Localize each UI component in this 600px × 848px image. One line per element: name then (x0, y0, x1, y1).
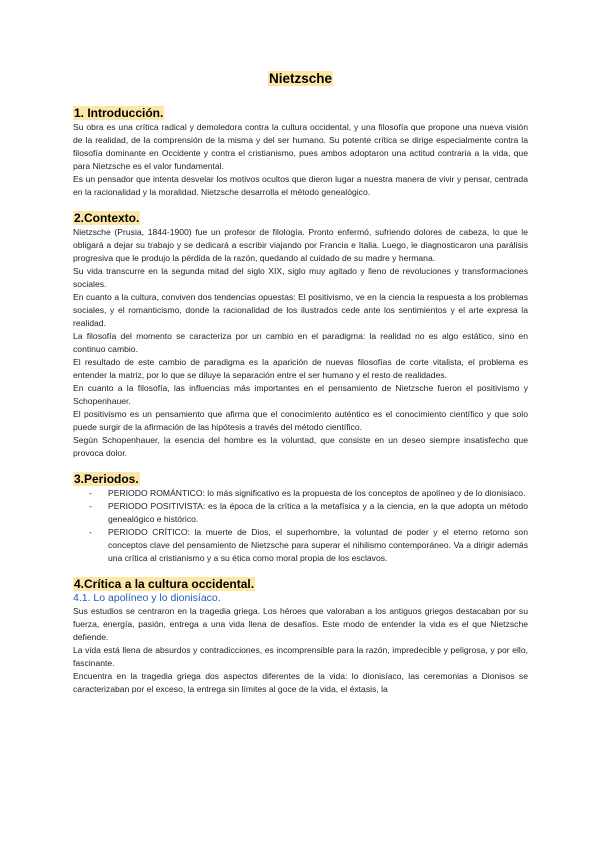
list-item-text: PERIODO CRÍTICO: la muerte de Dios, el superhombre, la voluntad de poder y el eterno retorno son conceptos clave del pensamiento de Nietzsche para superar el nihilismo contemporáneo. Va a dirigir además una crítica al cristianismo y a su ética como moral propia de los esclavos. (108, 527, 528, 563)
paragraph: Su obra es una crítica radical y demoledora contra la cultura occidental, y una filosofía que propone una nueva visión de la realidad, de la comprensión de la misma y del ser humano. Su potente crítica se dirige especialmente contra la filosofía dominante en Occidente y contra el cristianismo, pues ambos adoptaron una actitud contraria a la vida, que para Nietzsche es el valor fundamental. (73, 122, 528, 171)
paragraph: Nietzsche (Prusia, 1844-1900) fue un profesor de filología. Pronto enfermó, sufriendo dolores de cabeza, lo que le obligará a dejar su trabajo y se dedicará a escribir viajando por Francia e Italia. Luego, le diagnosticaron una parálisis progresiva que le produjo la pérdida de la razón, quedando al cuidado de su madre y hermana. (73, 227, 528, 263)
document-content (73, 68, 528, 708)
list-item (73, 526, 528, 565)
list-item (73, 500, 528, 526)
section-contexto (73, 211, 528, 460)
document-title (73, 68, 528, 90)
paragraph: Su vida transcurre en la segunda mitad del siglo XIX, siglo muy agitado y lleno de revoluciones y transformaciones sociales. (73, 266, 528, 289)
paragraph: Sus estudios se centraron en la tragedia griega. Los héroes que valoraban a los antiguos griegos destacaban por su fuerza, energía, pasión, entrega a una vida llena de desafíos. Este modo de entender la vida es el que Nietzsche defiende. (73, 606, 528, 642)
list-item-text: PERIODO POSITIVISTA: es la época de la crítica a la metafísica y a la ciencia, en la que adopta un método genealógico e histórico. (108, 501, 528, 524)
paragraph: El positivismo es un pensamiento que afirma que el conocimiento auténtico es el conocimiento científico y que solo puede surgir de la afirmación de las hipótesis a través del método científico. (73, 409, 528, 432)
paragraph: Es un pensador que intenta desvelar los motivos ocultos que dieron lugar a nuestra manera de vivir y pensar, centrada en la racionalidad y la moralidad. Nietzsche desarrolla el método genealógico. (73, 174, 528, 197)
list-item (73, 487, 528, 500)
paragraph: En cuanto a la cultura, conviven dos tendencias opuestas: El positivismo, ve en la ciencia la respuesta a los problemas sociales, y el romanticismo, donde la racionalidad de los ilustrados cede ante los sentimientos y el arte expresa la realidad. (73, 292, 528, 328)
paragraph: Según Schopenhauer, la esencia del hombre es la voluntad, que consiste en un deseo siempre insatisfecho que provoca dolor. (73, 435, 528, 458)
list-dash: - (89, 488, 92, 498)
section-critica (73, 577, 528, 696)
section-heading-text: 2.Contexto. (74, 211, 140, 225)
paragraph: En cuanto a la filosofía, las influencias más importantes en el pensamiento de Nietzsche fueron el positivismo y Schopenhauer. (73, 383, 528, 406)
section-heading-text: 4.Crítica a la cultura occidental. (74, 577, 255, 591)
periods-list (73, 487, 528, 565)
paragraph: La filosofía del momento se caracteriza por un cambio en el paradigma: la realidad no es algo estático, sino en continuo cambio. (73, 331, 528, 354)
list-item-text: PERIODO ROMÁNTICO: lo más significativo es la propuesta de los conceptos de apolíneo y de lo dionisiaco. (108, 488, 526, 498)
section-heading (73, 472, 528, 487)
title-text: Nietzsche (268, 71, 333, 86)
section-heading-text: 1. Introducción. (74, 106, 164, 120)
section-introduccion (73, 106, 528, 199)
section-heading-text: 3.Periodos. (74, 472, 139, 486)
section-periodos (73, 472, 528, 565)
subsection-heading: 4.1. Lo apolíneo y lo dionisíaco. (73, 592, 221, 604)
paragraph: El resultado de este cambio de paradigma es la aparición de nuevas filosofías de corte vitalista, el problema es entender la matriz, por lo que se diluye la separación entre el ser humano y el resto de realidades. (73, 357, 528, 380)
section-heading (73, 577, 528, 592)
paragraph: Encuentra en la tragedia griega dos aspectos diferentes de la vida: lo dionisíaco, las ceremonias a Dionisos se caracterizaban por el exceso, la entrega sin límites al goce de la vida, el éxtasis, la (73, 671, 528, 694)
list-dash: - (89, 527, 92, 537)
section-heading (73, 211, 528, 226)
list-dash: - (89, 501, 92, 511)
paragraph: La vida está llena de absurdos y contradicciones, es incomprensible para la razón, impredecible y peligrosa, y por ello, fascinante. (73, 645, 528, 668)
section-heading (73, 106, 528, 121)
